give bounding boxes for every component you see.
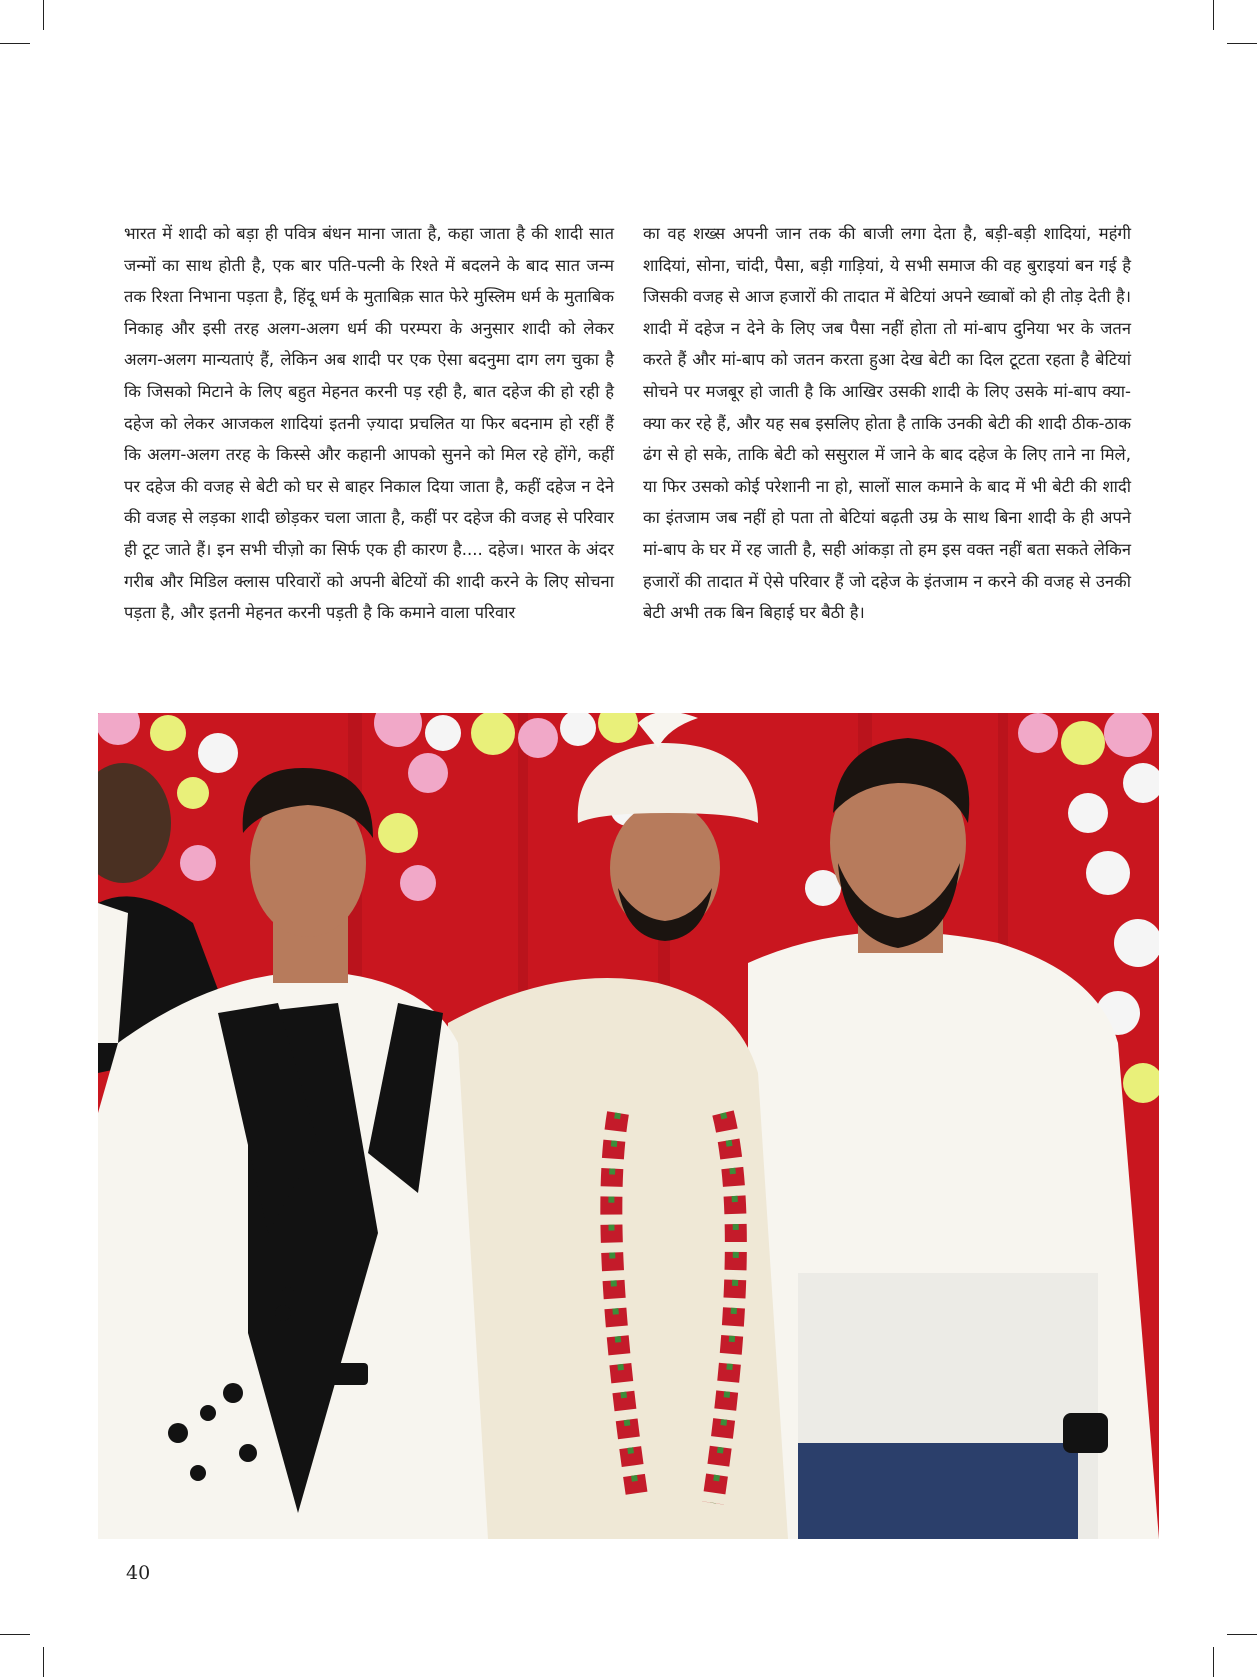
article-column-left [124,218,614,629]
page-number: 40 [126,1562,151,1584]
crop-mark-bottom-right-h [1227,1634,1257,1635]
crop-mark-bottom-left-h [0,1634,30,1635]
crop-mark-top-left-v [43,0,44,30]
crop-mark-bottom-left-v [43,1647,44,1677]
crop-mark-top-right-h [1227,43,1257,44]
crop-mark-top-left-h [0,43,30,44]
crop-mark-top-right-v [1213,0,1214,30]
article-paragraph-left: भारत में शादी को बड़ा ही पवित्र बंधन माना जाता है, कहा जाता है की शादी सात जन्मों का साथ होती है, एक बार पति-पत्नी के रिश्ते में बदलने के बाद सात जन्म तक रिश्ता निभाना पड़ता है, हिंदू धर्म के मुताबिक़ सात फेरे मुस्लिम धर्म के मुताबिक निकाह और इसी तरह अलग-अलग धर्म की परम्परा के अनुसार शादी को लेकर अलग-अलग मान्यताएं हैं, लेकिन अब शादी पर एक ऐसा बदनुमा दाग लग चुका है कि जिसको मिटाने के लिए बहुत मेहनत करनी पड़ रही है, बात दहेज की हो रही है दहेज को लेकर आजकल शादियां इतनी ज़्यादा प्रचलित या फिर बदनाम हो रहीं हैं कि अलग-अलग तरह के किस्से और कहानी आपको सुनने को मिल रहे होंगे, कहीं पर दहेज की वजह से बेटी को घर से बाहर निकाल दिया जाता है, कहीं दहेज न देने की वजह से लड़का शादी छोड़कर चला जाता है, कहीं पर दहेज की वजह से परिवार ही टूट जाते हैं। इन सभी चीज़ो का सिर्फ एक ही कारण है.... दहेज। भारत के अंदर गरीब और मिडिल क्लास परिवारों को अपनी बेटियों की शादी करने के लिए सोचना पड़ता है, और इतनी मेहनत करनी पड़ती है कि कमाने वाला परिवार [124,224,614,623]
crop-mark-bottom-right-v [1213,1647,1214,1677]
article-column-right [643,218,1131,629]
wedding-photo-illustration [98,713,1159,1539]
wedding-photo [98,713,1159,1539]
article-paragraph-right: का वह शख्स अपनी जान तक की बाजी लगा देता है, बड़ी-बड़ी शादियां, महंगी शादियां, सोना, चांदी, पैसा, बड़ी गाड़ियां, ये सभी समाज की वह बुराइयां बन गई है जिसकी वजह से आज हजारों की तादात में बेटियां अपने ख्वाबों को ही तोड़ देती है। शादी में दहेज न देने के लिए जब पैसा नहीं होता तो मां-बाप दुनिया भर के जतन करते हैं और मां-बाप को जतन करता हुआ देख बेटी का दिल टूटता रहता है बेटियां सोचने पर मजबूर हो जाती है कि आखिर उसकी शादी के लिए उसके मां-बाप क्या-क्या कर रहे हैं, और यह सब इसलिए होता है ताकि उनकी बेटी की शादी ठीक-ठाक ढंग से हो सके, ताकि बेटी को ससुराल में जाने के बाद दहेज के लिए ताने ना मिले, या फिर उसको कोई परेशानी ना हो, सालों साल कमाने के बाद में भी बेटी की शादी का इंतजाम जब नहीं हो पता तो बेटियां बढ़ती उम्र के साथ बिना शादी के ही अपने मां-बाप के घर में रह जाती है, सही आंकड़ा तो हम इस वक्त नहीं बता सकते लेकिन हजारों की तादात में ऐसे परिवार हैं जो दहेज के इंतजाम न करने की वजह से उनकी बेटी अभी तक बिन बिहाई घर बैठी है। [643,224,1131,623]
